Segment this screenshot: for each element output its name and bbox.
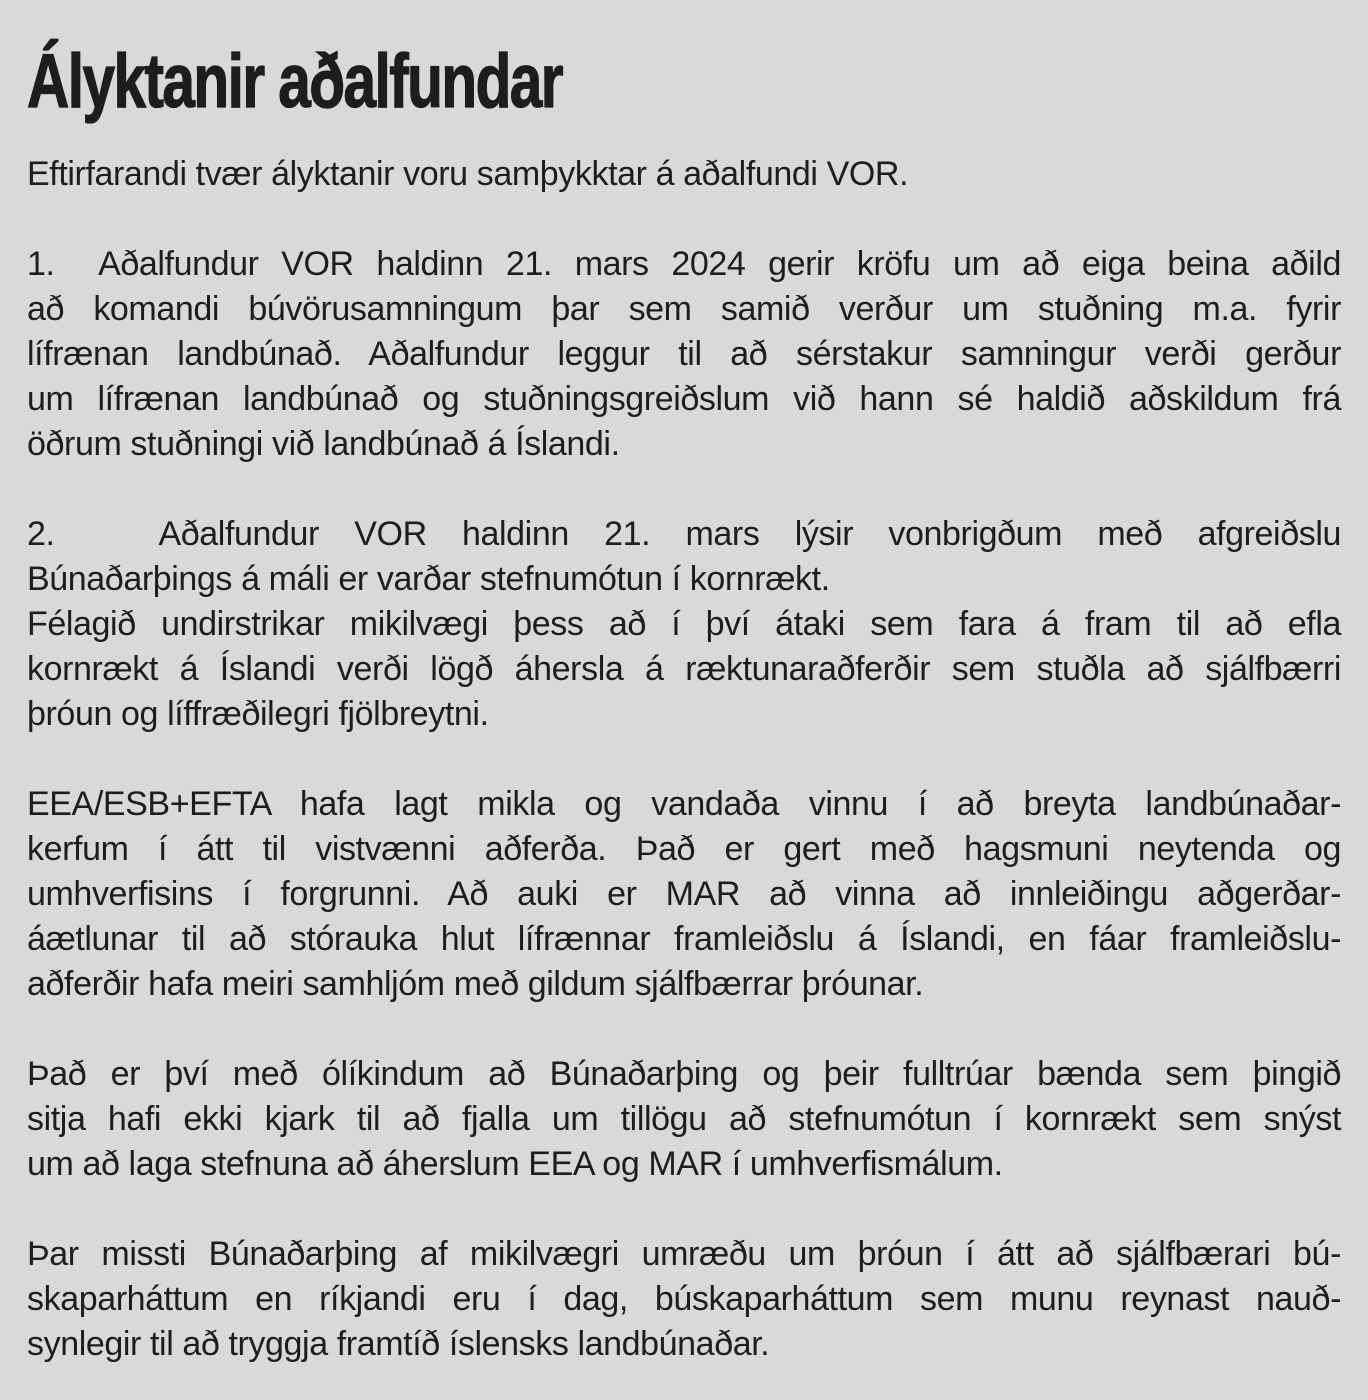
paragraph-resolution-2	[27, 512, 1341, 737]
text-line: EEA/ESB+EFTA hafa lagt mikla og vandaða vinnu í að breyta landbúnaðar-	[27, 785, 1341, 823]
paragraph-closing	[27, 1232, 1341, 1367]
text-line: sitja hafi ekki kjark til að fjalla um tillögu að stefnumótun í kornrækt sem snýst	[27, 1100, 1341, 1138]
text-line: kornrækt á Íslandi verði lögð áhersla á ræktunaraðferðir sem stuðla að sjálfbærri	[27, 650, 1341, 688]
text-line: um að laga stefnuna að áherslum EEA og MAR í umhverfismálum.	[27, 1145, 1003, 1183]
paragraph-bunadarthing-criticism	[27, 1052, 1341, 1187]
text-line: að komandi búvörusamningum þar sem samið verður um stuðning m.a. fyrir	[27, 290, 1341, 328]
text-line: lífrænan landbúnað. Aðalfundur leggur til að sérstakur samningur verði gerður	[27, 335, 1341, 373]
text-line: um lífrænan landbúnað og stuðningsgreiðslum við hann sé haldið aðskildum frá	[27, 380, 1341, 418]
page-title	[27, 38, 1341, 126]
text-line: 1. Aðalfundur VOR haldinn 21. mars 2024 gerir kröfu um að eiga beina aðild	[27, 245, 1341, 283]
text-line: Þar missti Búnaðarþing af mikilvægri umræðu um þróun í átt að sjálfbærari bú-	[27, 1235, 1341, 1273]
page-title-text: Ályktanir aðalfundar	[27, 39, 563, 124]
text-line: synlegir til að tryggja framtíð íslensks landbúnaðar.	[27, 1325, 770, 1363]
text-line: þróun og líffræðilegri fjölbreytni.	[27, 695, 489, 733]
text-line: aðferðir hafa meiri samhljóm með gildum sjálfbærrar þróunar.	[27, 965, 924, 1003]
text-line: Það er því með ólíkindum að Búnaðarþing og þeir fulltrúar bænda sem þingið	[27, 1055, 1341, 1093]
text-line: 2. Aðalfundur VOR haldinn 21. mars lýsir vonbrigðum með afgreiðslu	[27, 515, 1341, 553]
paragraph-eea-efta	[27, 782, 1341, 1007]
text-line: Félagið undirstrikar mikilvægi þess að í því átaki sem fara á fram til að efla	[27, 605, 1341, 643]
text-line: Búnaðarþings á máli er varðar stefnumótun í kornrækt.	[27, 560, 830, 598]
text-line: umhverfisins í forgrunni. Að auki er MAR að vinna að innleiðingu aðgerðar-	[27, 875, 1341, 913]
text-line: öðrum stuðningi við landbúnað á Íslandi.	[27, 425, 620, 463]
text-line: skaparháttum en ríkjandi eru í dag, búskaparháttum sem munu reynast nauð-	[27, 1280, 1341, 1318]
intro-text: Eftirfarandi tvær ályktanir voru samþykktar á aðalfundi VOR.	[27, 155, 909, 193]
paragraph-resolution-1	[27, 242, 1341, 467]
text-line: áætlunar til að stórauka hlut lífrænnar framleiðslu á Íslandi, en fáar framleiðslu-	[27, 920, 1341, 958]
text-line: kerfum í átt til vistvænni aðferða. Það er gert með hagsmuni neytenda og	[27, 830, 1341, 868]
